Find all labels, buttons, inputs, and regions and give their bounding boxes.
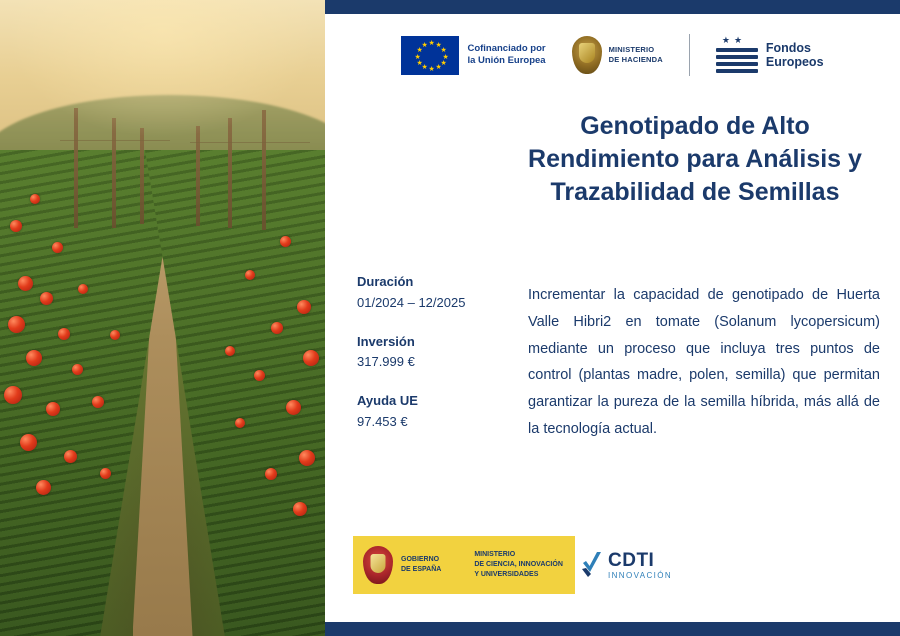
eu-flag-icon: ★ ★ ★ ★ ★ ★ ★ ★ ★ ★ ★ ★ xyxy=(401,36,459,75)
fondos-line2: Europeos xyxy=(765,55,824,69)
trellis-post xyxy=(196,126,200,226)
gobierno-de-espana-logo xyxy=(353,536,575,594)
eu-logo-line1: Cofinanciado por xyxy=(467,43,546,55)
tomato-cluster-right xyxy=(145,150,325,636)
eu-cofinance-logo xyxy=(401,36,545,75)
ministerio-ciencia-line2: DE CIENCIA, INNOVACIÓN xyxy=(474,560,563,568)
cdti-sub: INNOVACIÓN xyxy=(608,570,673,580)
content-panel xyxy=(325,0,900,636)
page-title: Genotipado de Alto Rendimiento para Análisis y Trazabilidad de Semillas xyxy=(528,112,862,206)
trellis-post xyxy=(140,128,144,224)
project-facts xyxy=(357,272,507,451)
trellis-wire xyxy=(190,142,310,143)
ministerio-hacienda-logo xyxy=(572,36,663,74)
gobierno-line1: GOBIERNO xyxy=(401,555,440,563)
eu-logo-text xyxy=(467,43,545,67)
fact-label: Ayuda UE xyxy=(357,393,418,409)
ministerio-hacienda-text xyxy=(609,45,663,65)
trellis-post xyxy=(228,118,232,228)
bottom-navy-bar xyxy=(325,622,900,636)
cdti-logo xyxy=(575,536,673,594)
coat-of-arms-icon xyxy=(572,36,602,74)
fact-value: 97.453 € xyxy=(357,413,408,429)
cdti-text xyxy=(608,551,672,580)
coat-of-arms-icon xyxy=(363,546,393,584)
ministerio-line2: DE HACIENDA xyxy=(608,55,663,64)
logo-divider xyxy=(689,34,690,76)
trellis-wire xyxy=(60,140,170,141)
fact-label: Inversión xyxy=(357,333,415,349)
ministerio-ciencia-line3: Y UNIVERSIDADES xyxy=(474,571,539,579)
fact-value: 01/2024 – 12/2025 xyxy=(357,294,466,310)
ministerio-ciencia-text xyxy=(474,550,563,580)
tomato-field-photo xyxy=(0,0,325,636)
gobierno-text xyxy=(401,555,441,575)
ministerio-line1: MINISTERIO xyxy=(608,44,655,54)
project-description: Incrementar la capacidad de genotipado de Huerta Valle Hibri2 en tomate (Solanum lycopersicum) mediante un proceso que incluya tres puntos de control (plantas madre, polen, semilla) que permitan garantizar la pureza de la semilla híbrida, más allá de la tecnología actual. xyxy=(528,287,880,438)
fondos-europeos-logo xyxy=(716,35,824,75)
top-navy-bar xyxy=(325,0,900,14)
fondos-europeos-text xyxy=(766,41,824,70)
fact-inversion xyxy=(357,332,507,374)
trellis-post xyxy=(112,118,116,228)
bottom-logo-strip xyxy=(353,536,673,594)
trellis-post xyxy=(262,110,266,230)
cdti-checkmark-icon xyxy=(581,550,603,580)
cdti-name: CDTI xyxy=(608,549,655,571)
fondos-stars-icon: ★★ xyxy=(721,35,747,45)
eu-logo-line2: la Unión Europea xyxy=(467,55,546,66)
fondos-line1: Fondos xyxy=(765,40,812,55)
ministerio-ciencia-line1: MINISTERIO xyxy=(474,550,516,558)
gobierno-line2: DE ESPAÑA xyxy=(401,566,442,573)
fact-label: Duración xyxy=(357,274,414,289)
fact-value: 317.999 € xyxy=(357,354,415,370)
fondos-europeos-icon xyxy=(716,35,758,75)
top-logo-strip xyxy=(325,34,900,76)
fact-ayuda-ue xyxy=(357,391,507,433)
fondos-bars-icon xyxy=(716,48,758,76)
fact-duracion xyxy=(357,272,507,314)
trellis-post xyxy=(74,108,78,228)
